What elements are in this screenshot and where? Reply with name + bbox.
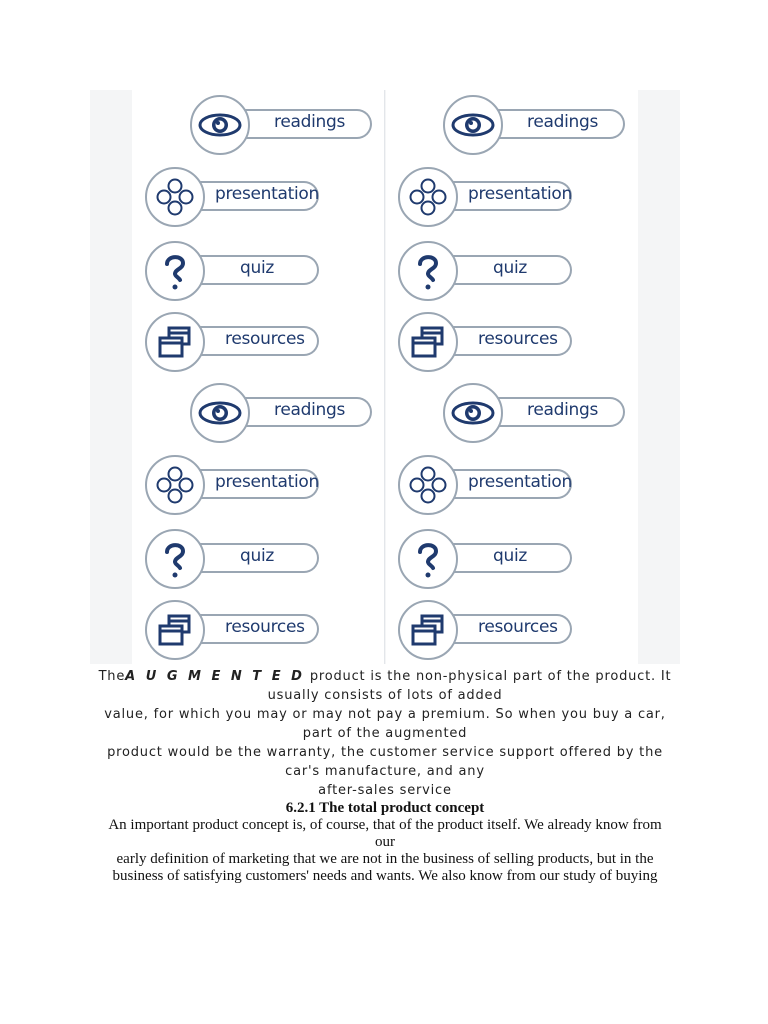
- presentation-button[interactable]: [398, 167, 572, 229]
- augmented-line: product would be the warranty, the customer service support offered by the: [107, 745, 663, 760]
- quiz-label: quiz: [493, 258, 528, 278]
- section-line: business of satisfying customers' needs and wants. We also know from our study of buying: [112, 868, 658, 884]
- augmented-line: value, for which you may or may not pay a premium. So when you buy a car,: [104, 707, 666, 722]
- augmented-line: after-sales service: [318, 783, 452, 798]
- resources-button[interactable]: [145, 312, 319, 374]
- quiz-button[interactable]: [398, 241, 572, 303]
- quiz-button[interactable]: [398, 529, 572, 591]
- resources-icon: [398, 600, 458, 660]
- resources-icon: [145, 312, 205, 372]
- presentation-label: presentation: [215, 184, 320, 204]
- quiz-icon: [398, 241, 458, 301]
- augmented-line-1: [88, 667, 682, 686]
- presentation-button[interactable]: [398, 455, 572, 517]
- augmented-line-text: product is the non-physical part of the product. It: [309, 669, 672, 684]
- quiz-label: quiz: [493, 546, 528, 566]
- quiz-icon: [145, 529, 205, 589]
- augmented-line: car's manufacture, and any: [285, 764, 485, 779]
- augmented-prefix: The: [98, 669, 126, 684]
- readings-label: readings: [274, 112, 346, 132]
- presentation-label: presentation: [468, 472, 573, 492]
- readings-button[interactable]: [443, 383, 625, 445]
- readings-button[interactable]: [190, 383, 372, 445]
- augmented-emphasis: A U G M E N T E D: [125, 669, 305, 684]
- readings-label: readings: [274, 400, 346, 420]
- quiz-label: quiz: [240, 258, 275, 278]
- readings-label: readings: [527, 112, 599, 132]
- readings-icon: [190, 383, 250, 443]
- resources-button[interactable]: [398, 312, 572, 374]
- augmented-paragraph: [88, 667, 682, 800]
- presentation-button[interactable]: [145, 455, 319, 517]
- readings-button[interactable]: [443, 95, 625, 157]
- section-heading: 6.2.1 The total product concept: [285, 800, 485, 816]
- readings-icon: [443, 383, 503, 443]
- presentation-label: presentation: [468, 184, 573, 204]
- readings-icon: [443, 95, 503, 155]
- presentation-icon: [145, 455, 205, 515]
- readings-button[interactable]: [190, 95, 372, 157]
- resources-icon: [398, 312, 458, 372]
- resources-label: resources: [478, 617, 558, 637]
- quiz-icon: [145, 241, 205, 301]
- augmented-line: usually consists of lots of added: [267, 688, 503, 703]
- resources-icon: [145, 600, 205, 660]
- section-line: our: [375, 834, 395, 850]
- section-line: An important product concept is, of course, that of the product itself. We already know from: [108, 817, 662, 833]
- resources-button[interactable]: [145, 600, 319, 662]
- presentation-button[interactable]: [145, 167, 319, 229]
- resources-label: resources: [225, 329, 305, 349]
- quiz-button[interactable]: [145, 529, 319, 591]
- resources-label: resources: [225, 617, 305, 637]
- readings-label: readings: [527, 400, 599, 420]
- section-line: early definition of marketing that we are not in the business of selling products, but in the: [116, 851, 654, 867]
- presentation-icon: [398, 455, 458, 515]
- presentation-icon: [398, 167, 458, 227]
- total-product-section: [88, 800, 682, 885]
- augmented-line: part of the augmented: [302, 726, 468, 741]
- quiz-label: quiz: [240, 546, 275, 566]
- presentation-label: presentation: [215, 472, 320, 492]
- panel-divider: [384, 90, 385, 664]
- readings-icon: [190, 95, 250, 155]
- quiz-icon: [398, 529, 458, 589]
- resources-label: resources: [478, 329, 558, 349]
- presentation-icon: [145, 167, 205, 227]
- resources-button[interactable]: [398, 600, 572, 662]
- quiz-button[interactable]: [145, 241, 319, 303]
